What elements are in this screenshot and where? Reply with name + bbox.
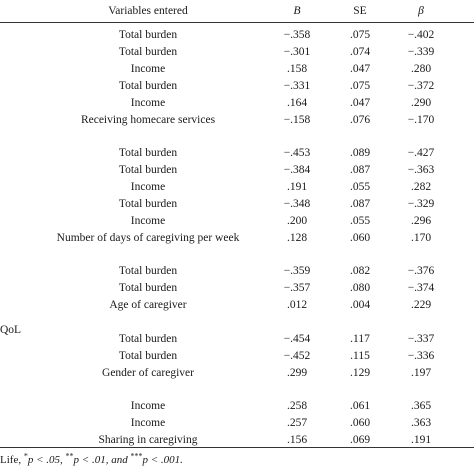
table-row (0, 263, 474, 280)
row-b-value: −.453 (283, 147, 311, 159)
table-row (0, 162, 474, 179)
row-b-value: −.452 (283, 350, 311, 362)
row-beta-value: −.372 (407, 80, 435, 92)
footnote (0, 452, 474, 468)
row-b-value: .191 (286, 181, 308, 193)
row-variable: Gender of caregiver (102, 367, 194, 379)
row-beta-value: .363 (410, 417, 432, 429)
row-beta-value: −.363 (407, 164, 435, 176)
table-row (0, 365, 474, 382)
row-beta-value: −.402 (407, 29, 435, 41)
row-variable: Total burden (118, 80, 178, 92)
table-header (0, 0, 474, 22)
table-row (0, 213, 474, 230)
row-variable: Income (130, 417, 166, 429)
row-variable: Sharing in caregiving (98, 434, 198, 446)
row-beta-value: −.376 (407, 265, 435, 277)
row-beta-value: −.427 (407, 147, 435, 159)
row-b-value: .299 (286, 367, 308, 379)
row-beta-value: −.337 (407, 333, 435, 345)
table-row (0, 398, 474, 415)
row-beta-value: −.336 (407, 350, 435, 362)
footnote-p2: p < .01, and (73, 454, 131, 466)
row-b-value: −.301 (283, 46, 311, 58)
row-b-value: .012 (286, 299, 308, 311)
row-beta-value: .296 (410, 215, 432, 227)
header-beta: β (418, 5, 424, 17)
table-row (0, 61, 474, 78)
row-variable: Total burden (118, 198, 178, 210)
row-variable: Number of days of caregiving per week (56, 232, 240, 244)
row-se-value: .074 (349, 46, 371, 58)
row-b-value: .158 (286, 63, 308, 75)
row-variable: Receiving homecare services (80, 114, 216, 126)
table-row (0, 95, 474, 112)
row-se-value: .087 (349, 164, 371, 176)
row-se-value: .076 (349, 114, 371, 126)
row-beta-value: .191 (410, 434, 432, 446)
row-se-value: .047 (349, 97, 371, 109)
header-se: SE (353, 5, 367, 17)
table-top-rule (0, 22, 474, 23)
row-beta-value: .282 (410, 181, 432, 193)
row-variable: Income (130, 97, 166, 109)
row-se-value: .069 (349, 434, 371, 446)
row-variable: Income (130, 181, 166, 193)
footnote-star3: *** (130, 451, 143, 461)
row-se-value: .115 (350, 350, 370, 362)
row-variable: Total burden (118, 350, 178, 362)
table-row (0, 112, 474, 129)
table-row (0, 196, 474, 213)
table-row (0, 348, 474, 365)
row-beta-value: .170 (410, 232, 432, 244)
row-se-value: .075 (349, 80, 371, 92)
row-se-value: .055 (349, 181, 371, 193)
row-variable: Total burden (118, 46, 178, 58)
row-beta-value: .365 (410, 400, 432, 412)
group-label: QoL (0, 324, 22, 336)
row-variable: Total burden (118, 147, 178, 159)
row-b-value: −.357 (283, 282, 311, 294)
row-b-value: −.348 (283, 198, 311, 210)
table-bottom-rule (0, 447, 474, 448)
row-variable: Income (130, 400, 166, 412)
row-beta-value: .229 (410, 299, 432, 311)
row-variable: Total burden (118, 333, 178, 345)
footnote-p3: p < .001. (142, 454, 183, 466)
row-b-value: −.384 (283, 164, 311, 176)
row-b-value: .128 (286, 232, 308, 244)
row-b-value: −.158 (283, 114, 311, 126)
row-se-value: .055 (349, 215, 371, 227)
table-row (0, 415, 474, 432)
table-row (0, 27, 474, 44)
row-se-value: .087 (349, 198, 371, 210)
row-beta-value: −.374 (407, 282, 435, 294)
footnote-lead: Life, (0, 454, 24, 466)
row-b-value: .257 (286, 417, 308, 429)
row-b-value: −.331 (283, 80, 311, 92)
row-se-value: .075 (349, 29, 371, 41)
row-variable: Total burden (118, 29, 178, 41)
row-variable: Total burden (118, 164, 178, 176)
table-row (0, 44, 474, 61)
row-se-value: .060 (349, 417, 371, 429)
table-row (0, 230, 474, 247)
row-b-value: −.454 (283, 333, 311, 345)
row-b-value: .164 (286, 97, 308, 109)
row-se-value: .089 (349, 147, 371, 159)
row-se-value: .117 (350, 333, 370, 345)
row-b-value: −.358 (283, 29, 311, 41)
row-se-value: .047 (349, 63, 371, 75)
row-beta-value: −.339 (407, 46, 435, 58)
row-variable: Income (130, 215, 166, 227)
row-beta-value: −.329 (407, 198, 435, 210)
row-variable: Age of caregiver (109, 299, 187, 311)
table-row (0, 78, 474, 95)
row-variable: Income (130, 63, 166, 75)
table-row (0, 280, 474, 297)
footnote-star2: ** (65, 451, 74, 461)
row-b-value: .258 (286, 400, 308, 412)
table-row (0, 145, 474, 162)
row-se-value: .080 (349, 282, 371, 294)
row-beta-value: −.170 (407, 114, 435, 126)
footnote-star1: * (23, 451, 28, 461)
group-row-qol (0, 322, 474, 339)
table-row (0, 297, 474, 314)
row-b-value: .156 (286, 434, 308, 446)
header-b: B (293, 5, 301, 17)
row-se-value: .004 (349, 299, 371, 311)
row-variable: Total burden (118, 282, 178, 294)
footnote-p1: p < .05, (27, 454, 66, 466)
row-variable: Total burden (118, 265, 178, 277)
row-b-value: −.359 (283, 265, 311, 277)
row-beta-value: .290 (410, 97, 432, 109)
row-beta-value: .197 (410, 367, 432, 379)
row-b-value: .200 (286, 215, 308, 227)
row-se-value: .060 (349, 232, 371, 244)
row-beta-value: .280 (410, 63, 432, 75)
header-variables: Variables entered (108, 5, 188, 17)
row-se-value: .061 (349, 400, 371, 412)
table-row (0, 179, 474, 196)
row-se-value: .082 (349, 265, 371, 277)
row-se-value: .129 (349, 367, 371, 379)
